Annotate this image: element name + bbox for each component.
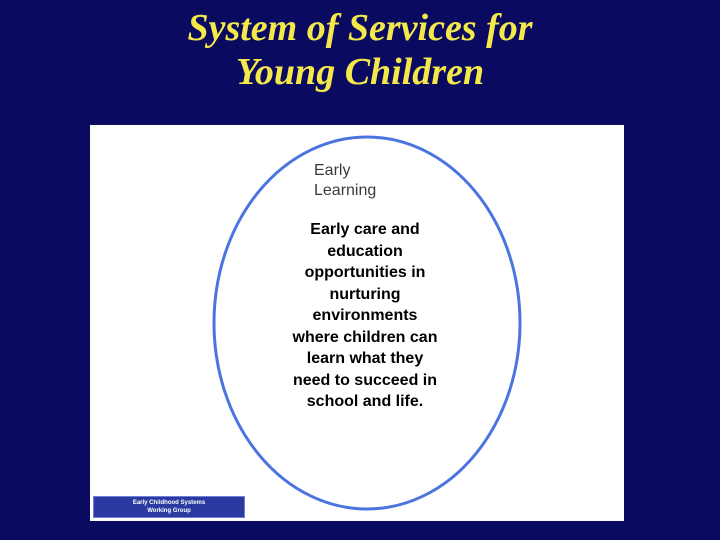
working-group-badge: Early Childhood Systems Working Group bbox=[93, 496, 245, 518]
slide-title-line-2: Young Children bbox=[235, 51, 485, 93]
slide-title-line-1: System of Services for bbox=[187, 7, 533, 49]
ellipse-heading: Early Learning bbox=[314, 162, 377, 199]
slide-title bbox=[0, 6, 720, 94]
diagram-panel bbox=[90, 125, 624, 521]
ellipse-description: Early care and education opportunities in nurturing environments where children can learn what they need to succeed in school and life. bbox=[292, 221, 438, 410]
